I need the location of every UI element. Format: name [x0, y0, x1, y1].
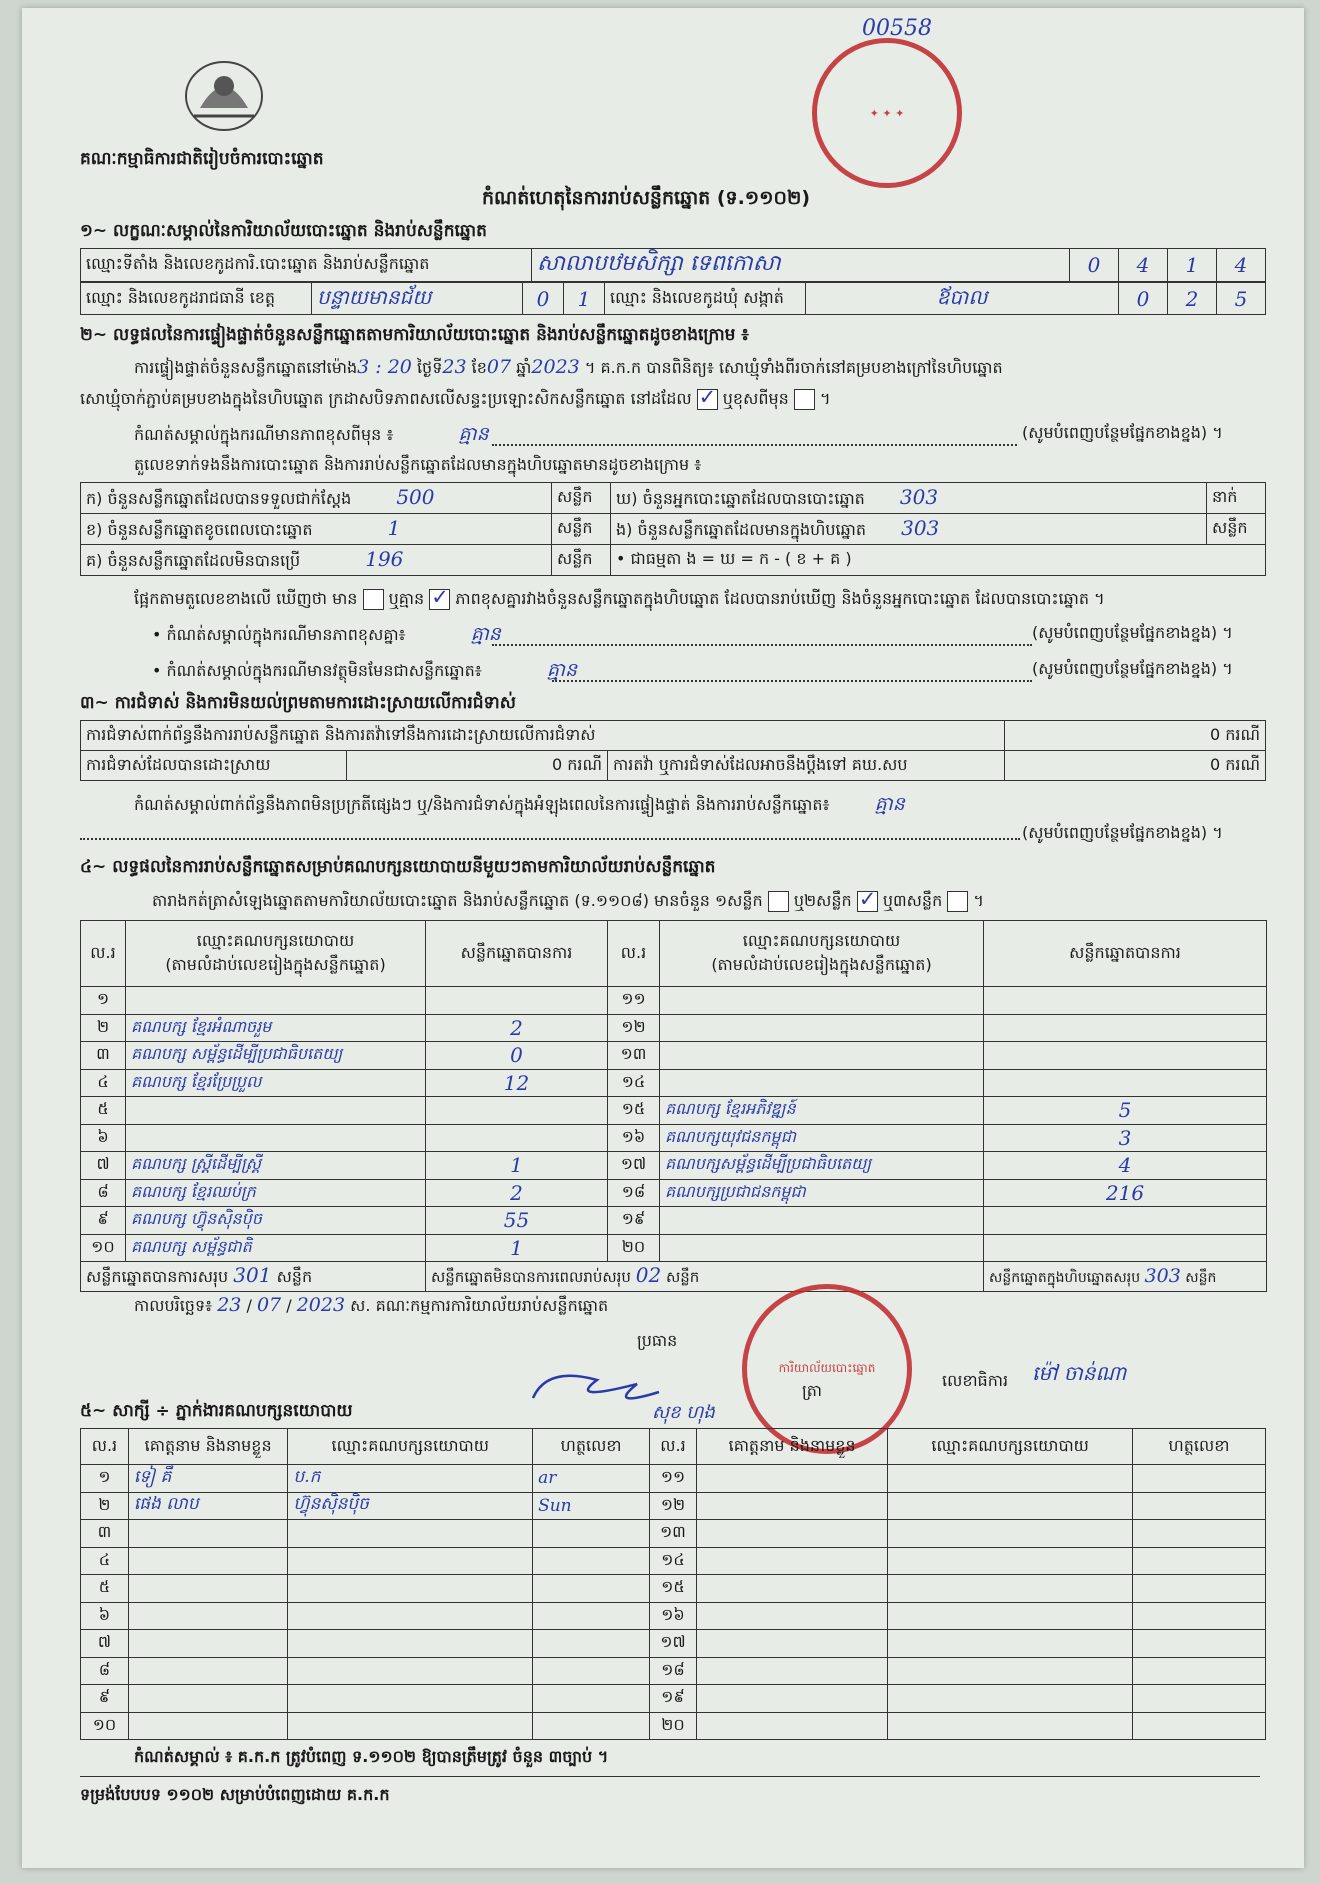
- commune-code-digit: 0: [1119, 283, 1168, 315]
- table-row: [81, 1179, 1267, 1207]
- witness-no: ១: [81, 1465, 129, 1493]
- table-row: [81, 1097, 1267, 1125]
- witness-table: [80, 1428, 1266, 1740]
- witness-no: ១៩: [650, 1685, 697, 1713]
- count-row-in-box: ង) ចំនួនសន្លឹកឆ្នោតដែលមានក្នុងហិបឆ្នោត 303: [611, 514, 1207, 545]
- result-party: [126, 987, 426, 1015]
- result-no: ១៧: [608, 1152, 660, 1180]
- witness-no: ១០: [81, 1712, 129, 1740]
- result-votes: 2: [426, 1014, 608, 1042]
- date-line: កាលបរិច្ឆេទ៖ 23 / 07 / 2023 ស. គណៈកម្មការការិយាល័យរាប់សន្លឹកឆ្នោត: [134, 1294, 609, 1316]
- result-no: ១៣: [608, 1042, 660, 1070]
- witness-no: ៧: [81, 1630, 129, 1658]
- result-party: [660, 1207, 984, 1235]
- witness-name: [128, 1630, 288, 1658]
- table-row: [81, 1492, 1266, 1520]
- irregularity-note: កំណត់សម្គាល់ពាក់ព័ន្ធនឹងភាពមិនប្រក្រតីផ្សេងៗ ឬ/និងការជំទាស់ក្នុងអំឡុងពេលនៃការផ្ទៀងផ្ទាត់ និងការរាប់សន្លឹកឆ្នោត៖ គ្មាន: [134, 793, 905, 815]
- result-party: គណបក្ស ខ្មែរអភិវឌ្ឍន៍: [660, 1097, 984, 1125]
- result-no: ៤: [81, 1069, 126, 1097]
- result-party: គណបក្ស ហ៊្វុនស៊ិនប៉ិច: [126, 1207, 426, 1235]
- appeal-label: ការតវ៉ា ឬការជំទាស់ដែលអាចនឹងប្ដឹងទៅ គឃ.សប: [608, 751, 1005, 781]
- witness-sign: [533, 1657, 650, 1685]
- result-no: ២០: [608, 1234, 660, 1262]
- witness-party: [288, 1520, 533, 1548]
- official-stamp-top: ✦ ✦ ✦: [812, 38, 962, 188]
- result-votes: [984, 1042, 1267, 1070]
- result-party: គណបក្សយុវជនកម្ពុជា: [660, 1124, 984, 1152]
- witness-party: ប.ក: [288, 1465, 533, 1493]
- table-row: [81, 1042, 1267, 1070]
- secretary-name: ម៉ៅ ចាន់ណា: [1032, 1361, 1127, 1385]
- witness-sign: [533, 1575, 650, 1603]
- witness-no: ៨: [81, 1657, 129, 1685]
- count-unit: នាក់: [1207, 483, 1266, 514]
- results-table: [80, 920, 1267, 1292]
- witness-party: [288, 1547, 533, 1575]
- witness-name: [128, 1520, 288, 1548]
- table-row: [81, 1014, 1267, 1042]
- result-party: [660, 1014, 984, 1042]
- result-party: គណបក្ស សម្ព័ន្ធដើម្បីប្រជាធិបតេយ្យ: [126, 1042, 426, 1070]
- witness-sign: [1132, 1602, 1265, 1630]
- witness-no: ៥: [81, 1575, 129, 1603]
- count-unit: សន្លឹក: [552, 514, 611, 545]
- witness-no: ១៨: [650, 1657, 697, 1685]
- col-no: ល.រ: [81, 1429, 129, 1465]
- col-no: ល.រ: [650, 1429, 697, 1465]
- witness-party: [288, 1602, 533, 1630]
- result-party: [660, 1234, 984, 1262]
- witness-name: [128, 1657, 288, 1685]
- witness-sign: [533, 1685, 650, 1713]
- witness-name: [696, 1602, 887, 1630]
- col-no: ល.រ: [81, 921, 126, 987]
- table-row: [81, 1547, 1266, 1575]
- result-votes: [984, 1207, 1267, 1235]
- result-votes: [984, 1069, 1267, 1097]
- result-votes: [984, 987, 1267, 1015]
- location-table: [80, 248, 1266, 282]
- result-no: ១៩: [608, 1207, 660, 1235]
- same-checkbox[interactable]: [697, 389, 718, 410]
- note2-line: • កំណត់សម្គាល់ក្នុងករណីមានភាពខុសគ្នា៖ គ្មាន: [152, 623, 501, 645]
- witness-name: [696, 1685, 887, 1713]
- result-party: គណបក្ស ខ្មែរឈប់ក្រ: [126, 1179, 426, 1207]
- result-no: ២: [81, 1014, 126, 1042]
- witness-no: ១៦: [650, 1602, 697, 1630]
- result-no: ៩: [81, 1207, 126, 1235]
- witness-party: [888, 1465, 1133, 1493]
- col-votes: សន្លឹកឆ្នោតបានការ: [984, 921, 1267, 987]
- result-no: ១៨: [608, 1179, 660, 1207]
- witness-party: [288, 1685, 533, 1713]
- witness-party: [888, 1575, 1133, 1603]
- table-row: [81, 1207, 1267, 1235]
- table-row: [81, 1465, 1266, 1493]
- location-code-digit: 4: [1217, 249, 1266, 282]
- result-votes: 1: [426, 1152, 608, 1180]
- ref-handwriting: 00558: [862, 16, 932, 41]
- count-row-voters: ឃ) ចំនួនអ្នកបោះឆ្នោតដែលបានបោះឆ្នោត 303: [611, 483, 1207, 514]
- section2-title: ២~ លទ្ធផលនៃការផ្ទៀងផ្ទាត់ចំនួនសន្លឹកឆ្នោតតាមការិយាល័យបោះឆ្នោត និងរាប់សន្លឹកឆ្នោតដូចខាងក្រោម ៖: [80, 325, 749, 345]
- table-row: [81, 1575, 1266, 1603]
- location-label: ឈ្មោះទីតាំង និងលេខកូដការិ.បោះឆ្នោត និងរាប់សន្លឹកឆ្នោត: [81, 249, 532, 282]
- table-row: [81, 1657, 1266, 1685]
- witness-sign: [1132, 1657, 1265, 1685]
- count-unit: សន្លឹក: [1207, 514, 1266, 545]
- sheet-count-line: តារាងកត់ត្រាសំឡេងឆ្នោតតាមការិយាល័យបោះឆ្នោត និងរាប់សន្លឹកឆ្នោត (ទ.១១០៨) មានចំនួន ១សន្លឹក ឬ២សន្លឹក ✓ ឬ៣សន្លឹក ។: [152, 890, 984, 914]
- result-party: [126, 1124, 426, 1152]
- witness-name: [696, 1575, 887, 1603]
- col-sign: ហត្ថលេខា: [533, 1429, 650, 1465]
- witness-no: ១២: [650, 1492, 697, 1520]
- two-sheets-checkbox[interactable]: [857, 891, 878, 912]
- table-row: [81, 1234, 1267, 1262]
- result-no: ៨: [81, 1179, 126, 1207]
- chair-name: សុខ ហុង: [652, 1402, 715, 1423]
- witness-name: [696, 1492, 887, 1520]
- different-checkbox[interactable]: [794, 389, 815, 410]
- form-sheet: [22, 8, 1304, 1868]
- result-votes: [984, 1234, 1267, 1262]
- result-votes: 1: [426, 1234, 608, 1262]
- witness-name: [696, 1547, 887, 1575]
- count-row-unused: គ) ចំនួនសន្លឹកឆ្នោតដែលមិនបានប្រើ 196: [81, 545, 552, 576]
- col-party: ឈ្មោះគណបក្សនយោបាយ: [288, 1429, 533, 1465]
- col-party: ឈ្មោះគណបក្សនយោបាយ (តាមលំដាប់លេខរៀងក្នុងសន្លឹកឆ្នោត): [126, 921, 426, 987]
- counts-table: [80, 482, 1266, 576]
- result-no: ១៤: [608, 1069, 660, 1097]
- witness-no: ១៥: [650, 1575, 697, 1603]
- witness-party: [888, 1492, 1133, 1520]
- witness-no: ២០: [650, 1712, 697, 1740]
- result-party: គណបក្ស សម្ព័ន្ធជាតិ: [126, 1234, 426, 1262]
- table-row: [81, 1520, 1266, 1548]
- counts-intro: តួលេខទាក់ទងនឹងការបោះឆ្នោត និងការរាប់សន្លឹកឆ្នោតដែលមានក្នុងហិបឆ្នោតមានដូចខាងក្រោម ៖: [134, 455, 702, 474]
- witness-party: [888, 1630, 1133, 1658]
- witness-name: ទៀ គឹ: [128, 1465, 288, 1493]
- result-party: គណបក្ស ខ្មែរប្រែប្រួល: [126, 1069, 426, 1097]
- table-row: [81, 1685, 1266, 1713]
- witness-party: [888, 1712, 1133, 1740]
- witness-sign: [1132, 1575, 1265, 1603]
- result-votes: 55: [426, 1207, 608, 1235]
- province-code-digit: 0: [523, 283, 564, 315]
- witness-sign: [1132, 1630, 1265, 1658]
- witness-sign: [1132, 1685, 1265, 1713]
- result-party: [660, 1042, 984, 1070]
- witness-footnote: កំណត់សម្គាល់ ៖ គ.ក.ក ត្រូវបំពេញ ទ.១១០២ ឱ្យបានត្រឹមត្រូវ ចំនួន ៣ច្បាប់ ។: [134, 1747, 609, 1766]
- count-unit: សន្លឹក: [552, 483, 611, 514]
- chair-signature-icon: [527, 1358, 667, 1414]
- witness-name: [128, 1685, 288, 1713]
- footer-divider: [80, 1776, 1260, 1777]
- table-row: [81, 1124, 1267, 1152]
- witness-no: ៣: [81, 1520, 129, 1548]
- secretary-label: លេខាធិការ: [942, 1371, 1009, 1390]
- nec-emblem-icon: [180, 56, 268, 136]
- discrepancy-yes-checkbox[interactable]: [363, 589, 384, 610]
- note1-hint: (សូមបំពេញបន្ថែមផ្នែកខាងខ្នង) ។: [1022, 423, 1223, 442]
- result-no: ៣: [81, 1042, 126, 1070]
- table-row: [81, 1630, 1266, 1658]
- count-row-received: ក) ចំនួនសន្លឹកឆ្នោតដែលបានទទួលជាក់ស្ដែង 500: [81, 483, 552, 514]
- result-votes: 3: [984, 1124, 1267, 1152]
- witness-sign: [1132, 1547, 1265, 1575]
- count-formula: • ជាធម្មតា ង = ឃ = ក - ( ខ + គ ): [611, 545, 1266, 576]
- result-votes: [426, 1097, 608, 1125]
- commune-value: ឪបាល: [806, 283, 1119, 315]
- note2-hint: (សូមបំពេញបន្ថែមផ្នែកខាងខ្នង) ។: [1032, 623, 1233, 642]
- witness-sign: [1132, 1492, 1265, 1520]
- witness-name: [696, 1630, 887, 1658]
- result-votes: 4: [984, 1152, 1267, 1180]
- result-no: ១២: [608, 1014, 660, 1042]
- witness-party: [288, 1712, 533, 1740]
- table-row: [81, 987, 1267, 1015]
- witness-name: [128, 1712, 288, 1740]
- witness-name: [696, 1465, 887, 1493]
- table-row: [81, 1152, 1267, 1180]
- result-no: ៧: [81, 1152, 126, 1180]
- location-code-digit: 1: [1168, 249, 1217, 282]
- official-stamp-bottom: ការិយាល័យបោះឆ្នោត: [742, 1284, 912, 1454]
- col-votes: សន្លឹកឆ្នោតបានការ: [426, 921, 608, 987]
- witness-name: [128, 1547, 288, 1575]
- witness-party: [288, 1657, 533, 1685]
- witness-party: [888, 1602, 1133, 1630]
- witness-name: [128, 1575, 288, 1603]
- chair-label: ប្រធាន: [637, 1331, 678, 1350]
- note3-line: • កំណត់សម្គាល់ក្នុងករណីមានវត្ថុមិនមែនជាសន្លឹកឆ្នោត៖ គ្មាន: [152, 659, 578, 681]
- witness-party: [888, 1520, 1133, 1548]
- three-sheets-checkbox[interactable]: [947, 891, 968, 912]
- col-sign: ហត្ថលេខា: [1132, 1429, 1265, 1465]
- result-votes: 5: [984, 1097, 1267, 1125]
- result-votes: 2: [426, 1179, 608, 1207]
- witness-party: [288, 1575, 533, 1603]
- section5-title: ៥~ សាក្សី ÷ ភ្នាក់ងារគណបក្សនយោបាយ: [80, 1401, 353, 1421]
- table-row: [81, 1602, 1266, 1630]
- witness-party: [888, 1547, 1133, 1575]
- result-votes: 0: [426, 1042, 608, 1070]
- note3-hint: (សូមបំពេញបន្ថែមផ្នែកខាងខ្នង) ។: [1032, 659, 1233, 678]
- col-no: ល.រ: [608, 921, 660, 987]
- witness-no: ១១: [650, 1465, 697, 1493]
- witness-name: [696, 1520, 887, 1548]
- result-votes: [984, 1014, 1267, 1042]
- result-party: [660, 987, 984, 1015]
- province-code-digit: 1: [564, 283, 605, 315]
- result-no: ៥: [81, 1097, 126, 1125]
- discrepancy-no-checkbox[interactable]: [429, 589, 450, 610]
- result-party: គណបក្ស ស្ត្រីដើម្បីស្ត្រី: [126, 1152, 426, 1180]
- result-no: ៦: [81, 1124, 126, 1152]
- table-row: [81, 1069, 1267, 1097]
- commune-code-digit: 5: [1217, 283, 1266, 315]
- witness-sign: [1132, 1520, 1265, 1548]
- province-label: ឈ្មោះ និងលេខកូដរាជធានី ខេត្ត: [81, 283, 312, 315]
- resolved-count: 0 ករណី: [347, 751, 608, 781]
- witness-name: [696, 1657, 887, 1685]
- col-name: គោត្តនាម និងនាមខ្លួន: [696, 1429, 887, 1465]
- seal-check-line: សោឃ្មុំចាក់ភ្ជាប់គម្របខាងក្នុងនៃហិបឆ្នោត ក្រដាសបិទភាពសលើសន្ទះប្រឡោះសិកសន្លឹកឆ្នោត នៅដដែល ✓ ឬខុសពីមុន ។: [80, 388, 831, 412]
- col-name: គោត្តនាម និងនាមខ្លួន: [128, 1429, 288, 1465]
- result-votes: [426, 1124, 608, 1152]
- col-party: ឈ្មោះគណបក្សនយោបាយ: [888, 1429, 1133, 1465]
- witness-party: ហ៊្វុនស៊ិនប៉ិច: [288, 1492, 533, 1520]
- count-row-spoiled: ខ) ចំនួនសន្លឹកឆ្នោតខូចពេលបោះឆ្នោត 1: [81, 514, 552, 545]
- witness-sign: [533, 1547, 650, 1575]
- result-party: [660, 1069, 984, 1097]
- verification-line: ការផ្ទៀងផ្ទាត់ចំនួនសន្លឹកឆ្នោតនៅម៉ោង3 : 20 ថ្ងៃទី23 ខែ07 ឆ្នាំ2023 ។ គ.ក.ក បានពិនិត្យ៖ សោឃ្មុំទាំងពីរចាក់នៅគម្របខាងក្រៅនៃហិបឆ្នោត: [134, 356, 1003, 378]
- witness-name: [128, 1602, 288, 1630]
- objection-count: 0 ករណី: [1005, 721, 1266, 751]
- total-in-box: សន្លឹកឆ្នោតក្នុងហិបឆ្នោតសរុប 303 សន្លឹក: [984, 1262, 1267, 1292]
- irregularity-hint: (សូមបំពេញបន្ថែមផ្នែកខាងខ្នង) ។: [1022, 823, 1223, 842]
- irregularity-dots: [80, 838, 1020, 840]
- result-votes: 216: [984, 1179, 1267, 1207]
- col-party: ឈ្មោះគណបក្សនយោបាយ (តាមលំដាប់លេខរៀងក្នុងសន្លឹកឆ្នោត): [660, 921, 984, 987]
- result-no: ១៦: [608, 1124, 660, 1152]
- witness-no: ៦: [81, 1602, 129, 1630]
- org-name: គណៈកម្មាធិការជាតិរៀបចំការបោះឆ្នោត: [80, 149, 324, 169]
- witness-party: [888, 1685, 1133, 1713]
- form-title: កំណត់ហេតុនៃការរាប់សន្លឹកឆ្នោត (ទ.១១០២): [482, 187, 811, 209]
- location-code-digit: 4: [1119, 249, 1168, 282]
- witness-sign: [1132, 1465, 1265, 1493]
- witness-sign: [533, 1630, 650, 1658]
- witness-sign: Sun: [533, 1492, 650, 1520]
- province-value: បន្ទាយមានជ័យ: [312, 283, 523, 315]
- result-no: ១៥: [608, 1097, 660, 1125]
- note1-dots: [492, 444, 1017, 446]
- province-table: [80, 282, 1266, 315]
- appeal-count: 0 ករណី: [1005, 751, 1266, 781]
- witness-sign: [1132, 1712, 1265, 1740]
- witness-sign: [533, 1602, 650, 1630]
- section1-title: ១~ លក្ខណៈសម្គាល់នៃការិយាល័យបោះឆ្នោត និងរាប់សន្លឹកឆ្នោត: [80, 221, 487, 241]
- discrepancy-line: ផ្អែកតាមតួលេខខាងលើ ឃើញថា មាន ឬគ្មាន ✓ ភាពខុសគ្នារវាងចំនួនសន្លឹកឆ្នោតក្នុងហិបឆ្នោត ដែលបានរាប់ឃើញ និងចំនួនអ្នកបោះឆ្នោត ដែលបានបោះឆ្នោត ។: [134, 588, 1105, 612]
- witness-no: ១៧: [650, 1630, 697, 1658]
- witness-party: [888, 1657, 1133, 1685]
- note3-dots: [552, 680, 1032, 682]
- result-votes: 12: [426, 1069, 608, 1097]
- section4-title: ៤~ លទ្ធផលនៃការរាប់សន្លឹកឆ្នោតសម្រាប់គណបក្សនយោបាយនីមួយៗតាមការិយាល័យរាប់សន្លឹកឆ្នោត: [80, 857, 716, 877]
- result-no: ១០: [81, 1234, 126, 1262]
- result-no: ១: [81, 987, 126, 1015]
- witness-sign: [533, 1520, 650, 1548]
- witness-name: [696, 1712, 887, 1740]
- objections-table: [80, 720, 1266, 781]
- witness-party: [288, 1630, 533, 1658]
- form-footer: ទម្រង់បែបបទ ១១០២ សម្រាប់បំពេញដោយ គ.ក.ក: [80, 1785, 390, 1804]
- witness-no: ១៤: [650, 1547, 697, 1575]
- commune-label: ឈ្មោះ និងលេខកូដឃុំ សង្កាត់: [605, 283, 806, 315]
- location-code-digit: 0: [1070, 249, 1119, 282]
- table-row: [81, 1712, 1266, 1740]
- note2-dots: [492, 644, 1032, 646]
- result-party: គណបក្សសម្ព័ន្ធដើម្បីប្រជាធិបតេយ្យ: [660, 1152, 984, 1180]
- witness-sign: ar: [533, 1465, 650, 1493]
- result-votes: [426, 987, 608, 1015]
- total-invalid: សន្លឹកឆ្នោតមិនបានការពេលរាប់សរុប 02 សន្លឹក: [426, 1262, 984, 1292]
- total-valid: សន្លឹកឆ្នោតបានការសរុប 301 សន្លឹក: [81, 1262, 426, 1292]
- witness-no: ២: [81, 1492, 129, 1520]
- result-party: គណបក្សប្រជាជនកម្ពុជា: [660, 1179, 984, 1207]
- location-value: សាលាបឋមសិក្សា ទេពកោសា: [532, 249, 1070, 282]
- result-no: ១១: [608, 987, 660, 1015]
- commune-code-digit: 2: [1168, 283, 1217, 315]
- resolved-label: ការជំទាស់ដែលបានដោះស្រាយ: [81, 751, 347, 781]
- count-unit: សន្លឹក: [552, 545, 611, 576]
- objection-row-label: ការជំទាស់ពាក់ព័ន្ធនឹងការរាប់សន្លឹកឆ្នោត និងការតវ៉ាទៅនឹងការដោះស្រាយលើការជំទាស់: [81, 721, 1005, 751]
- witness-sign: [533, 1712, 650, 1740]
- witness-no: ៤: [81, 1547, 129, 1575]
- witness-no: ៩: [81, 1685, 129, 1713]
- witness-no: ១៣: [650, 1520, 697, 1548]
- witness-name: ផេង លាប: [128, 1492, 288, 1520]
- result-party: គណបក្ស ខ្មែរអំណាចរួម: [126, 1014, 426, 1042]
- note1-line: កំណត់សម្គាល់ក្នុងករណីមានភាពខុសពីមុន ៖ គ្មាន: [134, 423, 489, 445]
- one-sheet-checkbox[interactable]: [768, 891, 789, 912]
- member-label: ត្រា: [802, 1381, 822, 1400]
- result-party: [126, 1097, 426, 1125]
- section3-title: ៣~ ការជំទាស់ និងការមិនយល់ព្រមតាមការដោះស្រាយលើការជំទាស់: [80, 693, 516, 713]
